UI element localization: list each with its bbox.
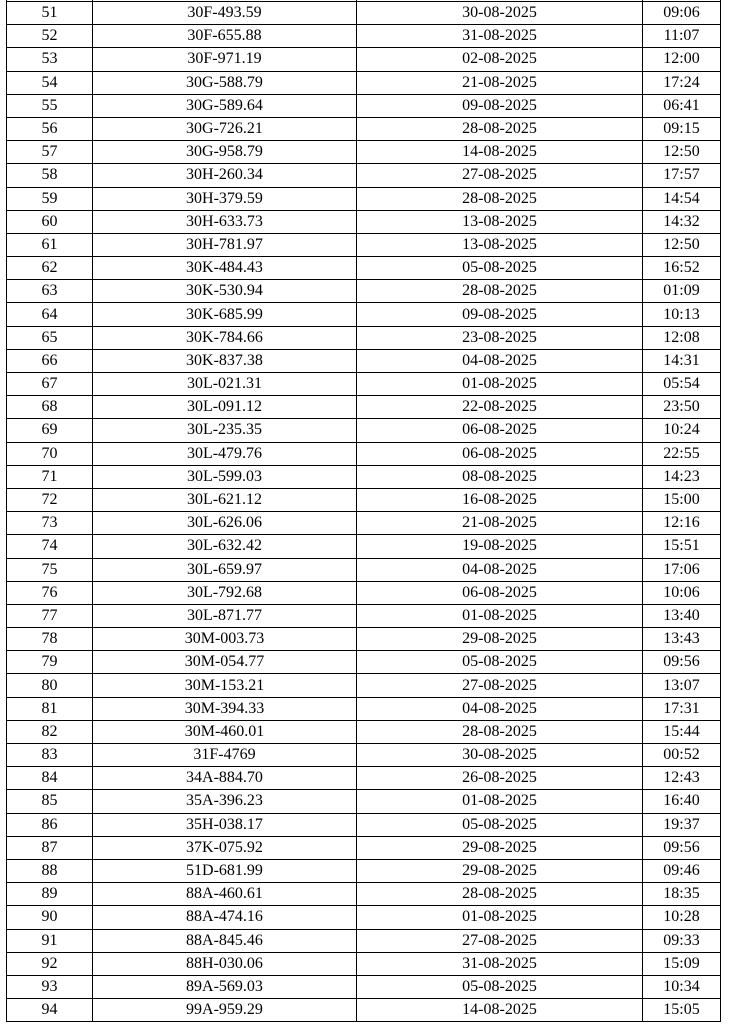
cell-plate: 30G-589.64 [93, 94, 357, 117]
cell-plate: 30L-599.03 [93, 465, 357, 488]
cell-date: 06-08-2025 [357, 442, 643, 465]
table-row [7, 674, 721, 697]
cell-time: 14:54 [643, 187, 721, 210]
cell-date: 05-08-2025 [357, 651, 643, 674]
cell-index: 57 [7, 141, 93, 164]
cell-time: 00:52 [643, 744, 721, 767]
cell-date: 30-08-2025 [357, 2, 643, 25]
cell-plate: 99A-959.29 [93, 999, 357, 1022]
cell-date: 01-08-2025 [357, 373, 643, 396]
cell-time: 09:46 [643, 859, 721, 882]
cell-time: 06:41 [643, 94, 721, 117]
table-row [7, 71, 721, 94]
cell-index: 80 [7, 674, 93, 697]
cell-time: 10:34 [643, 975, 721, 998]
cell-index: 70 [7, 442, 93, 465]
table-row [7, 349, 721, 372]
cell-time: 12:43 [643, 767, 721, 790]
cell-date: 28-08-2025 [357, 883, 643, 906]
cell-index: 88 [7, 859, 93, 882]
table-row [7, 952, 721, 975]
cell-time: 17:31 [643, 697, 721, 720]
cell-plate: 35A-396.23 [93, 790, 357, 813]
cell-time: 16:52 [643, 257, 721, 280]
cell-date: 21-08-2025 [357, 71, 643, 94]
cell-time: 10:06 [643, 581, 721, 604]
cell-plate: 30L-871.77 [93, 604, 357, 627]
cell-index: 79 [7, 651, 93, 674]
cell-plate: 30L-792.68 [93, 581, 357, 604]
cell-time: 10:24 [643, 419, 721, 442]
cell-index: 82 [7, 720, 93, 743]
cell-index: 83 [7, 744, 93, 767]
cell-date: 09-08-2025 [357, 303, 643, 326]
table-row [7, 744, 721, 767]
cell-plate: 30L-621.12 [93, 488, 357, 511]
cell-index: 54 [7, 71, 93, 94]
violation-table [6, 0, 721, 1022]
cell-date: 19-08-2025 [357, 535, 643, 558]
cell-date: 04-08-2025 [357, 697, 643, 720]
cell-plate: 34A-884.70 [93, 767, 357, 790]
cell-plate: 30L-091.12 [93, 396, 357, 419]
cell-time: 22:55 [643, 442, 721, 465]
cell-index: 53 [7, 48, 93, 71]
table-row [7, 303, 721, 326]
cell-plate: 89A-569.03 [93, 975, 357, 998]
table-row [7, 141, 721, 164]
table-row [7, 604, 721, 627]
cell-date: 13-08-2025 [357, 233, 643, 256]
document-page [6, 0, 728, 1022]
cell-plate: 37K-075.92 [93, 836, 357, 859]
cell-date: 16-08-2025 [357, 488, 643, 511]
table-row [7, 326, 721, 349]
cell-date: 06-08-2025 [357, 581, 643, 604]
table-row [7, 790, 721, 813]
table-row [7, 558, 721, 581]
cell-plate: 30G-958.79 [93, 141, 357, 164]
table-row [7, 164, 721, 187]
cell-time: 01:09 [643, 280, 721, 303]
table-row [7, 720, 721, 743]
table-row [7, 94, 721, 117]
table-row [7, 906, 721, 929]
cell-date: 13-08-2025 [357, 210, 643, 233]
table-row [7, 813, 721, 836]
cell-date: 05-08-2025 [357, 813, 643, 836]
cell-time: 15:09 [643, 952, 721, 975]
cell-time: 15:05 [643, 999, 721, 1022]
cell-time: 14:23 [643, 465, 721, 488]
cell-plate: 30F-655.88 [93, 25, 357, 48]
cell-index: 56 [7, 117, 93, 140]
cell-plate: 51D-681.99 [93, 859, 357, 882]
cell-time: 10:13 [643, 303, 721, 326]
cell-index: 74 [7, 535, 93, 558]
table-row [7, 883, 721, 906]
cell-index: 71 [7, 465, 93, 488]
cell-time: 14:31 [643, 349, 721, 372]
cell-index: 62 [7, 257, 93, 280]
cell-plate: 30M-003.73 [93, 628, 357, 651]
table-row [7, 535, 721, 558]
cell-date: 31-08-2025 [357, 25, 643, 48]
table-row [7, 48, 721, 71]
cell-plate: 30L-235.35 [93, 419, 357, 442]
cell-time: 17:57 [643, 164, 721, 187]
cell-plate: 30K-530.94 [93, 280, 357, 303]
cell-date: 06-08-2025 [357, 419, 643, 442]
cell-index: 75 [7, 558, 93, 581]
cell-time: 13:40 [643, 604, 721, 627]
cell-date: 05-08-2025 [357, 257, 643, 280]
cell-date: 27-08-2025 [357, 929, 643, 952]
cell-time: 09:56 [643, 836, 721, 859]
cell-time: 19:37 [643, 813, 721, 836]
cell-date: 08-08-2025 [357, 465, 643, 488]
cell-date: 21-08-2025 [357, 512, 643, 535]
cell-time: 15:51 [643, 535, 721, 558]
table-row [7, 651, 721, 674]
cell-index: 52 [7, 25, 93, 48]
cell-index: 58 [7, 164, 93, 187]
cell-time: 11:07 [643, 25, 721, 48]
cell-date: 29-08-2025 [357, 628, 643, 651]
cell-index: 93 [7, 975, 93, 998]
cell-plate: 30M-054.77 [93, 651, 357, 674]
cell-index: 67 [7, 373, 93, 396]
cell-date: 05-08-2025 [357, 975, 643, 998]
cell-plate: 88A-474.16 [93, 906, 357, 929]
cell-date: 04-08-2025 [357, 349, 643, 372]
cell-index: 69 [7, 419, 93, 442]
cell-index: 94 [7, 999, 93, 1022]
cell-index: 51 [7, 2, 93, 25]
cell-date: 01-08-2025 [357, 790, 643, 813]
cell-date: 27-08-2025 [357, 674, 643, 697]
cell-index: 68 [7, 396, 93, 419]
cell-plate: 88H-030.06 [93, 952, 357, 975]
table-row [7, 859, 721, 882]
cell-index: 84 [7, 767, 93, 790]
cell-date: 28-08-2025 [357, 720, 643, 743]
cell-time: 13:07 [643, 674, 721, 697]
table-row [7, 280, 721, 303]
cell-plate: 30G-588.79 [93, 71, 357, 94]
cell-index: 89 [7, 883, 93, 906]
cell-plate: 30L-479.76 [93, 442, 357, 465]
cell-plate: 30F-493.59 [93, 2, 357, 25]
cell-time: 12:16 [643, 512, 721, 535]
cell-time: 18:35 [643, 883, 721, 906]
cell-date: 28-08-2025 [357, 280, 643, 303]
cell-time: 09:06 [643, 2, 721, 25]
cell-time: 15:00 [643, 488, 721, 511]
cell-index: 61 [7, 233, 93, 256]
cell-time: 15:44 [643, 720, 721, 743]
cell-plate: 30M-153.21 [93, 674, 357, 697]
table-row [7, 2, 721, 25]
cell-plate: 30M-460.01 [93, 720, 357, 743]
cell-plate: 30H-260.34 [93, 164, 357, 187]
cell-time: 05:54 [643, 373, 721, 396]
table-row [7, 488, 721, 511]
cell-plate: 30K-837.38 [93, 349, 357, 372]
cell-date: 30-08-2025 [357, 744, 643, 767]
cell-date: 31-08-2025 [357, 952, 643, 975]
cell-plate: 30K-685.99 [93, 303, 357, 326]
cell-time: 09:56 [643, 651, 721, 674]
table-row [7, 257, 721, 280]
cell-plate: 35H-038.17 [93, 813, 357, 836]
table-row [7, 628, 721, 651]
cell-date: 29-08-2025 [357, 859, 643, 882]
cell-plate: 88A-460.61 [93, 883, 357, 906]
cell-time: 12:00 [643, 48, 721, 71]
cell-date: 28-08-2025 [357, 117, 643, 140]
cell-date: 01-08-2025 [357, 906, 643, 929]
cell-index: 76 [7, 581, 93, 604]
table-row [7, 512, 721, 535]
cell-plate: 30F-971.19 [93, 48, 357, 71]
cell-plate: 30L-021.31 [93, 373, 357, 396]
table-row [7, 419, 721, 442]
cell-time: 14:32 [643, 210, 721, 233]
table-row [7, 25, 721, 48]
cell-date: 27-08-2025 [357, 164, 643, 187]
cell-index: 60 [7, 210, 93, 233]
cell-plate: 30M-394.33 [93, 697, 357, 720]
cell-index: 66 [7, 349, 93, 372]
table-row [7, 233, 721, 256]
cell-time: 17:24 [643, 71, 721, 94]
cell-plate: 31F-4769 [93, 744, 357, 767]
cell-index: 87 [7, 836, 93, 859]
cell-plate: 30H-379.59 [93, 187, 357, 210]
table-row [7, 999, 721, 1022]
cell-index: 65 [7, 326, 93, 349]
table-row [7, 442, 721, 465]
cell-index: 85 [7, 790, 93, 813]
cell-time: 12:08 [643, 326, 721, 349]
cell-index: 73 [7, 512, 93, 535]
cell-index: 92 [7, 952, 93, 975]
table-row [7, 210, 721, 233]
cell-time: 12:50 [643, 233, 721, 256]
table-row [7, 581, 721, 604]
cell-index: 59 [7, 187, 93, 210]
cell-index: 64 [7, 303, 93, 326]
table-row [7, 697, 721, 720]
cell-time: 10:28 [643, 906, 721, 929]
table-row [7, 767, 721, 790]
cell-time: 12:50 [643, 141, 721, 164]
cell-date: 28-08-2025 [357, 187, 643, 210]
cell-time: 09:15 [643, 117, 721, 140]
cell-index: 78 [7, 628, 93, 651]
cell-plate: 30L-632.42 [93, 535, 357, 558]
table-row [7, 975, 721, 998]
cell-plate: 30K-484.43 [93, 257, 357, 280]
cell-index: 63 [7, 280, 93, 303]
table-row [7, 929, 721, 952]
cell-date: 14-08-2025 [357, 141, 643, 164]
cell-index: 81 [7, 697, 93, 720]
cell-time: 09:33 [643, 929, 721, 952]
table-body [7, 0, 721, 1022]
table-row [7, 465, 721, 488]
cell-plate: 88A-845.46 [93, 929, 357, 952]
cell-time: 16:40 [643, 790, 721, 813]
cell-time: 17:06 [643, 558, 721, 581]
cell-plate: 30L-626.06 [93, 512, 357, 535]
cell-index: 77 [7, 604, 93, 627]
cell-index: 86 [7, 813, 93, 836]
cell-date: 14-08-2025 [357, 999, 643, 1022]
cell-index: 91 [7, 929, 93, 952]
cell-time: 13:43 [643, 628, 721, 651]
cell-plate: 30H-633.73 [93, 210, 357, 233]
cell-date: 23-08-2025 [357, 326, 643, 349]
cell-date: 29-08-2025 [357, 836, 643, 859]
table-row [7, 836, 721, 859]
cell-date: 26-08-2025 [357, 767, 643, 790]
cell-date: 04-08-2025 [357, 558, 643, 581]
cell-plate: 30L-659.97 [93, 558, 357, 581]
cell-index: 55 [7, 94, 93, 117]
cell-time: 23:50 [643, 396, 721, 419]
cell-plate: 30K-784.66 [93, 326, 357, 349]
cell-date: 01-08-2025 [357, 604, 643, 627]
cell-index: 72 [7, 488, 93, 511]
cell-date: 22-08-2025 [357, 396, 643, 419]
table-row [7, 117, 721, 140]
cell-date: 09-08-2025 [357, 94, 643, 117]
cell-plate: 30H-781.97 [93, 233, 357, 256]
cell-index: 90 [7, 906, 93, 929]
table-row [7, 373, 721, 396]
cell-date: 02-08-2025 [357, 48, 643, 71]
table-row [7, 396, 721, 419]
cell-plate: 30G-726.21 [93, 117, 357, 140]
table-row [7, 187, 721, 210]
